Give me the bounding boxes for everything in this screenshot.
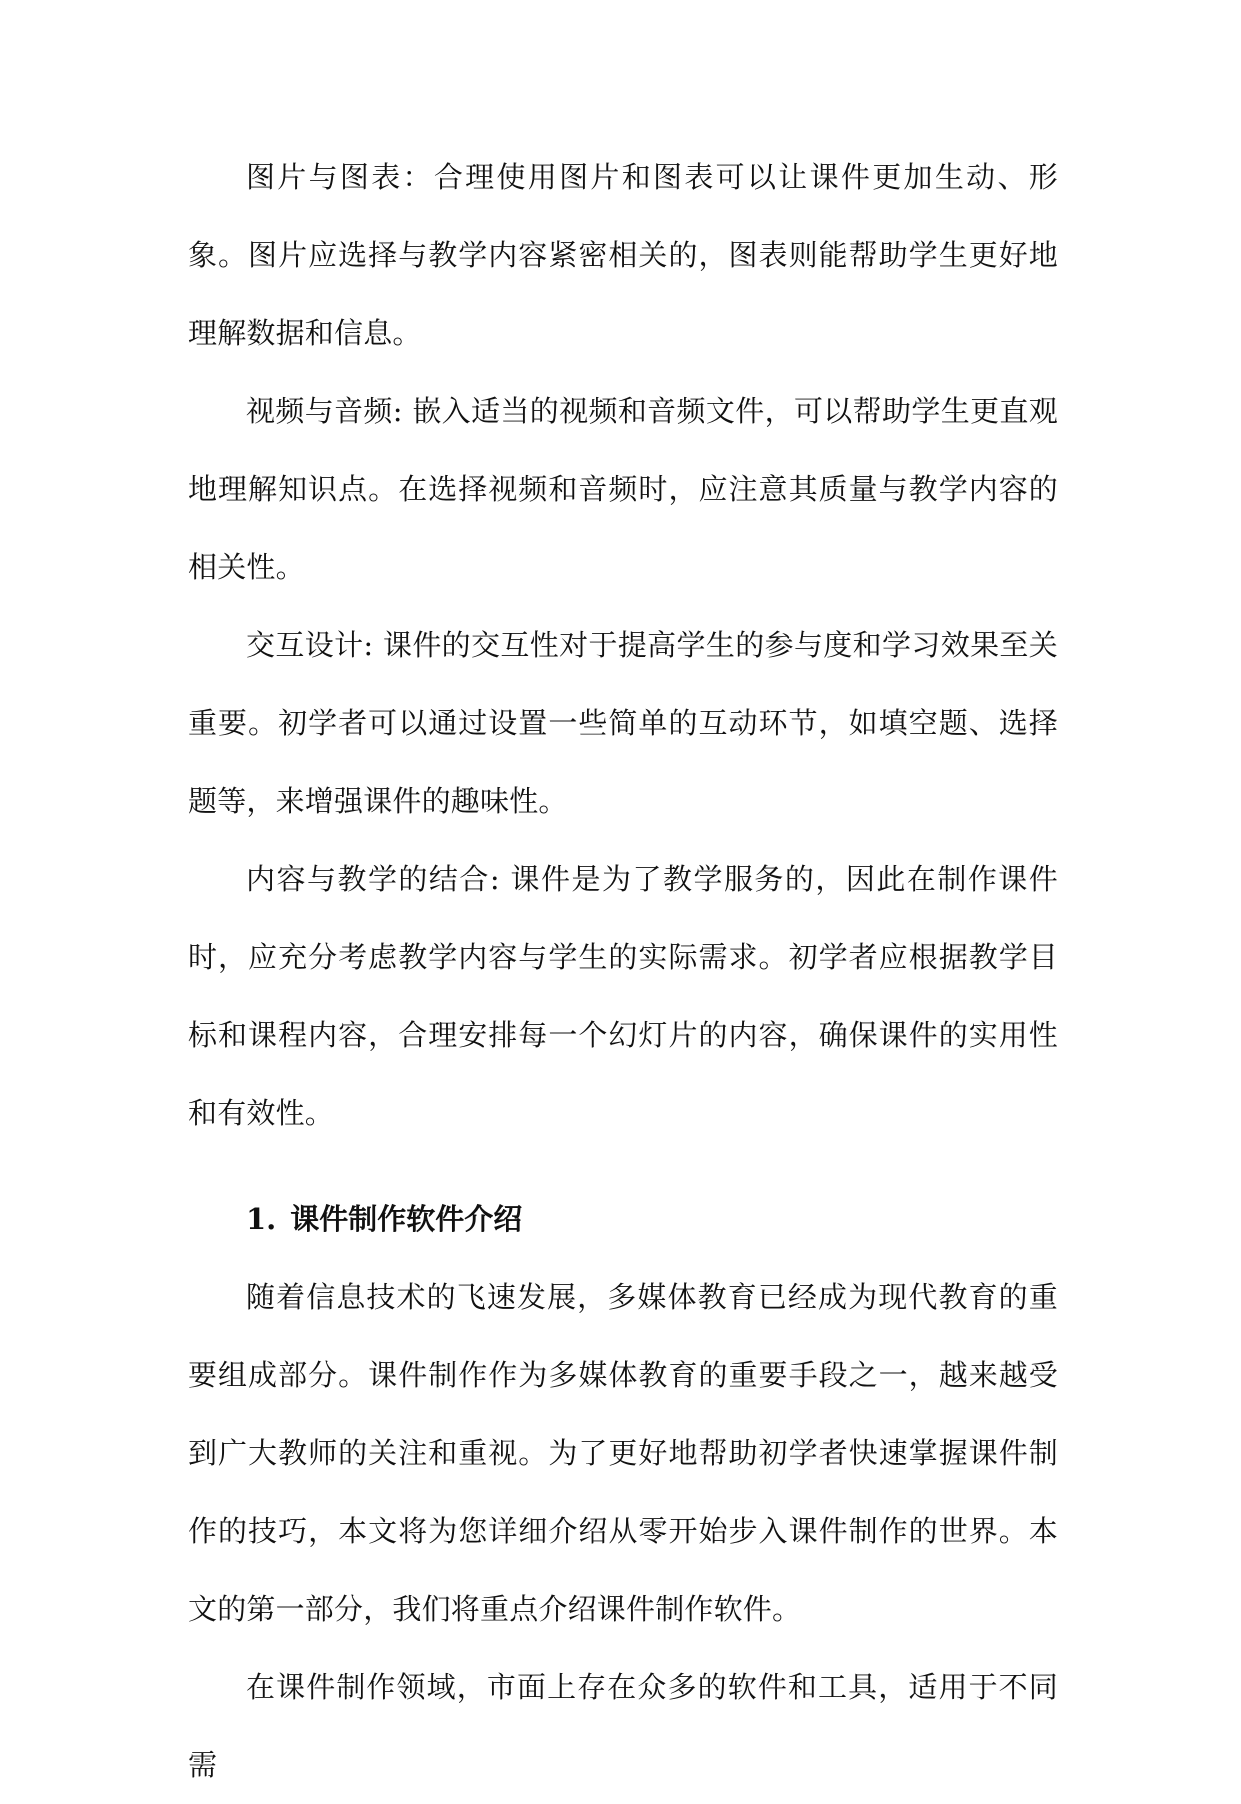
- document-body: [188, 138, 1058, 1804]
- section-title: 课件制作软件介绍: [290, 1202, 523, 1236]
- paragraph-interaction-design: 交互设计: 课件的交互性对于提高学生的参与度和学习效果至关重要。初学者可以通过设置一些简单的互动环节，如填空题、选择题等，来增强课件的趣味性。: [188, 628, 1058, 818]
- paragraph-images-charts: 图片与图表：合理使用图片和图表可以让课件更加生动、形象。图片应选择与教学内容紧密相关的，图表则能帮助学生更好地理解数据和信息。: [188, 160, 1058, 350]
- paragraph-content-teaching: 内容与教学的结合: 课件是为了教学服务的，因此在制作课件时，应充分考虑教学内容与学生的实际需求。初学者应根据教学目标和课程内容，合理安排每一个幻灯片的内容，确保课件的实用性和有效性。: [188, 862, 1058, 1130]
- section-number: 1.: [246, 1202, 277, 1236]
- paragraph-intro: 随着信息技术的飞速发展，多媒体教育已经成为现代教育的重要组成部分。课件制作作为多媒体教育的重要手段之一，越来越受到广大教师的关注和重视。为了更好地帮助初学者快速掌握课件制作的技巧，本文将为您详细介绍从零开始步入课件制作的世界。本文的第一部分，我们将重点介绍课件制作软件。: [188, 1280, 1058, 1626]
- section-heading: [188, 1152, 1058, 1258]
- paragraph-video-audio: 视频与音频: 嵌入适当的视频和音频文件，可以帮助学生更直观地理解知识点。在选择视频和音频时，应注意其质量与教学内容的相关性。: [188, 394, 1058, 584]
- paragraph-software-field: 在课件制作领域，市面上存在众多的软件和工具，适用于不同需: [188, 1670, 1058, 1782]
